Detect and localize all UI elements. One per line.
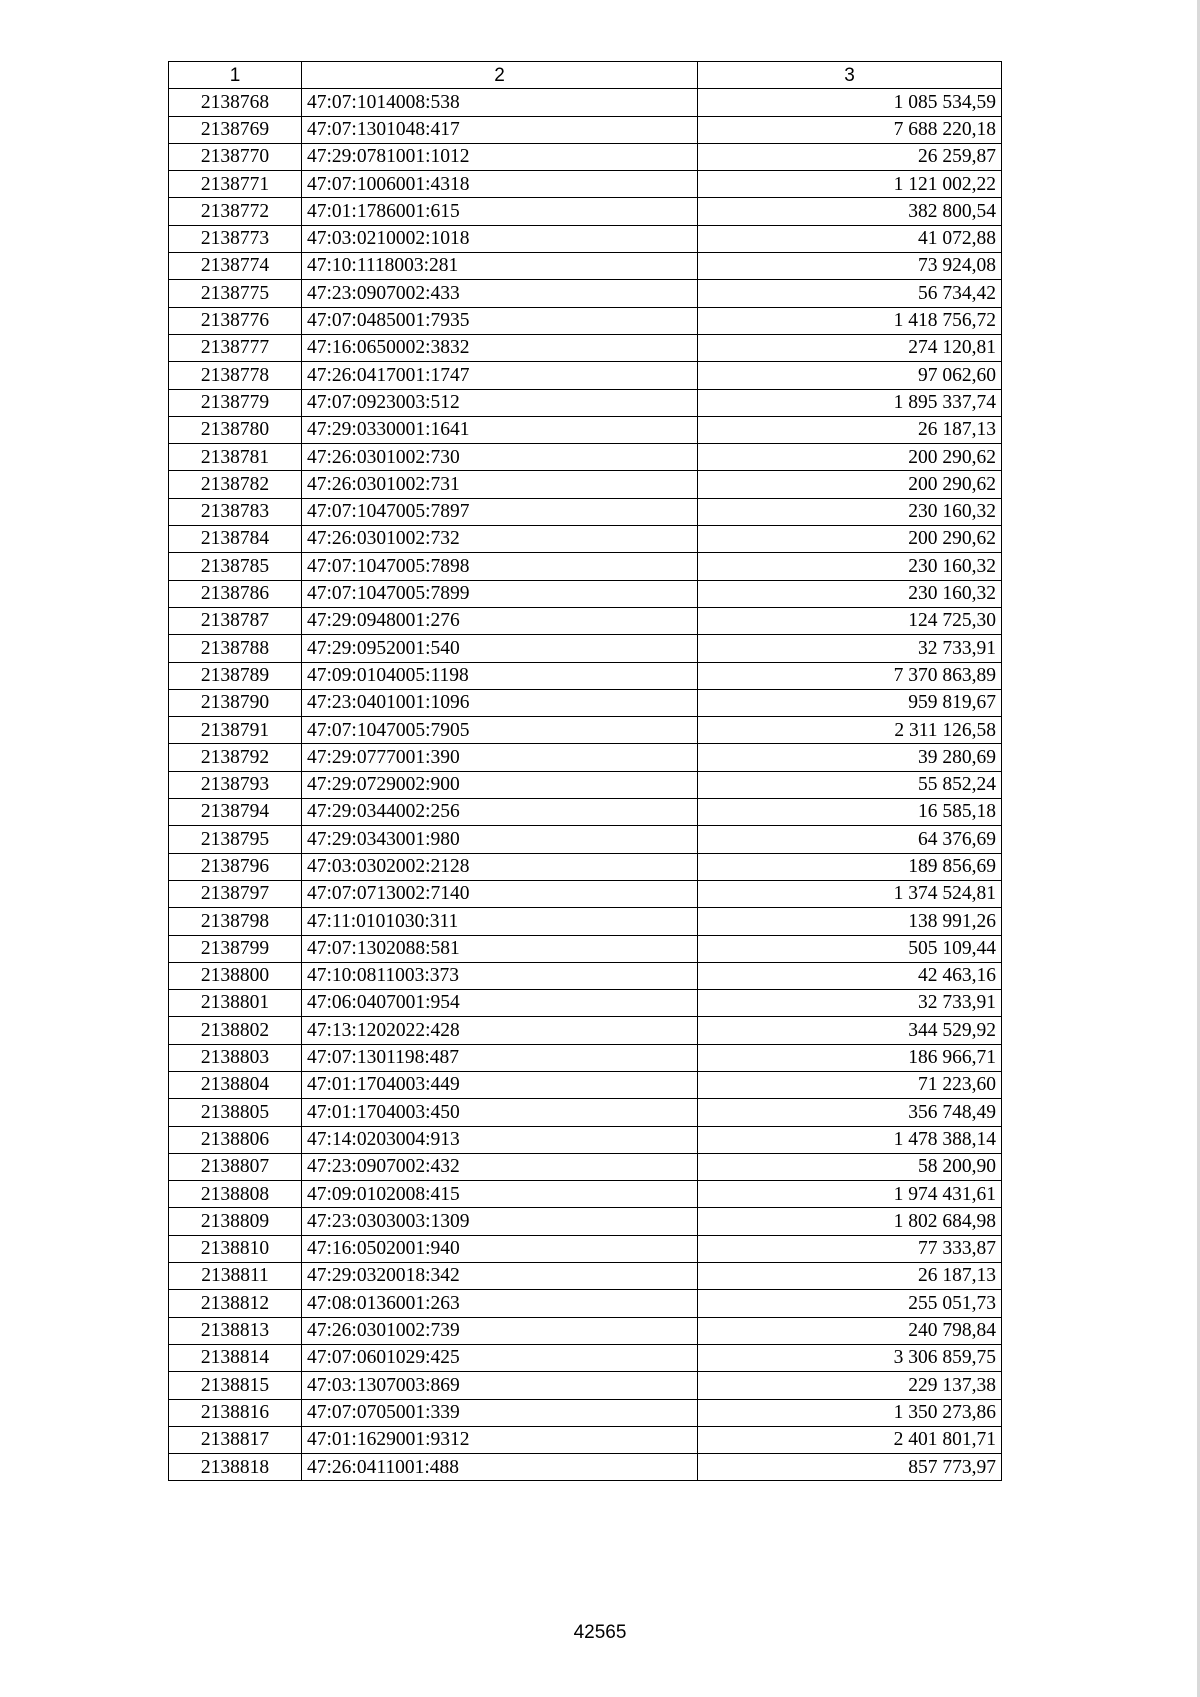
row-number-cell: 2138798 (169, 908, 302, 935)
cadastral-number-cell: 47:23:0303003:1309 (302, 1208, 698, 1235)
cadastral-value-cell: 274 120,81 (698, 334, 1002, 361)
cadastral-number-cell: 47:09:0102008:415 (302, 1181, 698, 1208)
cadastral-value-cell: 959 819,67 (698, 689, 1002, 716)
table-row (169, 1317, 1002, 1344)
row-number-cell: 2138808 (169, 1181, 302, 1208)
cadastral-value-cell: 77 333,87 (698, 1235, 1002, 1262)
cadastral-number-cell: 47:03:0210002:1018 (302, 225, 698, 252)
row-number-cell: 2138799 (169, 935, 302, 962)
cadastral-value-cell: 186 966,71 (698, 1044, 1002, 1071)
cadastral-value-cell: 356 748,49 (698, 1099, 1002, 1126)
row-number-cell: 2138784 (169, 526, 302, 553)
cadastral-number-cell: 47:26:0417001:1747 (302, 362, 698, 389)
row-number-cell: 2138791 (169, 717, 302, 744)
cadastral-number-cell: 47:07:1014008:538 (302, 89, 698, 116)
cadastral-number-cell: 47:01:1704003:450 (302, 1099, 698, 1126)
cadastral-number-cell: 47:07:1301198:487 (302, 1044, 698, 1071)
cadastral-value-cell: 26 187,13 (698, 1263, 1002, 1290)
cadastral-value-cell: 230 160,32 (698, 553, 1002, 580)
row-number-cell: 2138795 (169, 826, 302, 853)
row-number-cell: 2138814 (169, 1344, 302, 1371)
table-row (169, 1235, 1002, 1262)
cadastral-number-cell: 47:07:0705001:339 (302, 1399, 698, 1426)
row-number-cell: 2138813 (169, 1317, 302, 1344)
cadastral-number-cell: 47:07:1047005:7899 (302, 580, 698, 607)
table-row (169, 689, 1002, 716)
table-row (169, 635, 1002, 662)
row-number-cell: 2138804 (169, 1071, 302, 1098)
row-number-cell: 2138776 (169, 307, 302, 334)
cadastral-value-cell: 240 798,84 (698, 1317, 1002, 1344)
cadastral-number-cell: 47:07:0601029:425 (302, 1344, 698, 1371)
cadastral-number-cell: 47:08:0136001:263 (302, 1290, 698, 1317)
table-row (169, 853, 1002, 880)
table-row (169, 553, 1002, 580)
cadastral-number-cell: 47:26:0301002:731 (302, 471, 698, 498)
cadastral-number-cell: 47:26:0301002:730 (302, 444, 698, 471)
cadastral-number-cell: 47:07:1047005:7905 (302, 717, 698, 744)
cadastral-value-cell: 200 290,62 (698, 444, 1002, 471)
cadastral-number-cell: 47:29:0330001:1641 (302, 416, 698, 443)
table-row (169, 1426, 1002, 1453)
cadastral-number-cell: 47:14:0203004:913 (302, 1126, 698, 1153)
cadastral-number-cell: 47:06:0407001:954 (302, 990, 698, 1017)
cadastral-value-cell: 97 062,60 (698, 362, 1002, 389)
table-row (169, 744, 1002, 771)
cadastral-number-cell: 47:26:0301002:732 (302, 526, 698, 553)
table-row (169, 416, 1002, 443)
table-row (169, 444, 1002, 471)
cadastral-number-cell: 47:29:0777001:390 (302, 744, 698, 771)
row-number-cell: 2138796 (169, 853, 302, 880)
table-row (169, 116, 1002, 143)
table-row (169, 280, 1002, 307)
cadastral-value-cell: 230 160,32 (698, 580, 1002, 607)
column-header-1: 1 (169, 62, 302, 89)
cadastral-number-cell: 47:29:0952001:540 (302, 635, 698, 662)
row-number-cell: 2138792 (169, 744, 302, 771)
cadastral-value-cell: 124 725,30 (698, 607, 1002, 634)
cadastral-number-cell: 47:29:0729002:900 (302, 771, 698, 798)
table-row (169, 171, 1002, 198)
row-number-cell: 2138807 (169, 1153, 302, 1180)
table-row (169, 1399, 1002, 1426)
cadastral-value-cell: 189 856,69 (698, 853, 1002, 880)
table-row (169, 526, 1002, 553)
table-row (169, 498, 1002, 525)
row-number-cell: 2138779 (169, 389, 302, 416)
table-row (169, 253, 1002, 280)
cadastral-value-cell: 32 733,91 (698, 990, 1002, 1017)
table-row (169, 471, 1002, 498)
cadastral-value-cell: 229 137,38 (698, 1372, 1002, 1399)
row-number-cell: 2138816 (169, 1399, 302, 1426)
cadastral-number-cell: 47:10:0811003:373 (302, 962, 698, 989)
column-header-2: 2 (302, 62, 698, 89)
row-number-cell: 2138818 (169, 1454, 302, 1481)
cadastral-value-cell: 2 311 126,58 (698, 717, 1002, 744)
table-row (169, 198, 1002, 225)
row-number-cell: 2138810 (169, 1235, 302, 1262)
row-number-cell: 2138785 (169, 553, 302, 580)
cadastral-value-cell: 56 734,42 (698, 280, 1002, 307)
cadastral-number-cell: 47:11:0101030:311 (302, 908, 698, 935)
table-row (169, 962, 1002, 989)
table-row (169, 307, 1002, 334)
table-row (169, 1099, 1002, 1126)
cadastral-number-cell: 47:01:1704003:449 (302, 1071, 698, 1098)
table-row (169, 1181, 1002, 1208)
cadastral-value-cell: 55 852,24 (698, 771, 1002, 798)
row-number-cell: 2138817 (169, 1426, 302, 1453)
cadastral-number-cell: 47:26:0411001:488 (302, 1454, 698, 1481)
cadastral-value-cell: 138 991,26 (698, 908, 1002, 935)
table-row (169, 1017, 1002, 1044)
row-number-cell: 2138806 (169, 1126, 302, 1153)
cadastral-number-cell: 47:07:1006001:4318 (302, 171, 698, 198)
cadastral-value-cell: 41 072,88 (698, 225, 1002, 252)
table-row (169, 1290, 1002, 1317)
cadastral-number-cell: 47:23:0401001:1096 (302, 689, 698, 716)
cadastral-value-cell: 73 924,08 (698, 253, 1002, 280)
row-number-cell: 2138775 (169, 280, 302, 307)
cadastral-number-cell: 47:29:0320018:342 (302, 1263, 698, 1290)
cadastral-value-cell: 200 290,62 (698, 526, 1002, 553)
cadastral-value-cell: 1 895 337,74 (698, 389, 1002, 416)
row-number-cell: 2138805 (169, 1099, 302, 1126)
table-row (169, 1263, 1002, 1290)
cadastral-value-cell: 64 376,69 (698, 826, 1002, 853)
cadastral-value-cell: 1 121 002,22 (698, 171, 1002, 198)
cadastral-value-cell: 42 463,16 (698, 962, 1002, 989)
table-row (169, 1454, 1002, 1481)
table-row (169, 990, 1002, 1017)
row-number-cell: 2138790 (169, 689, 302, 716)
cadastral-number-cell: 47:16:0650002:3832 (302, 334, 698, 361)
row-number-cell: 2138788 (169, 635, 302, 662)
table-row (169, 662, 1002, 689)
cadastral-number-cell: 47:29:0781001:1012 (302, 143, 698, 170)
row-number-cell: 2138772 (169, 198, 302, 225)
table-row (169, 1044, 1002, 1071)
header-row (169, 62, 1002, 89)
column-header-3: 3 (698, 62, 1002, 89)
row-number-cell: 2138774 (169, 253, 302, 280)
cadastral-number-cell: 47:29:0948001:276 (302, 607, 698, 634)
table-row (169, 389, 1002, 416)
row-number-cell: 2138781 (169, 444, 302, 471)
cadastral-value-cell: 230 160,32 (698, 498, 1002, 525)
cadastral-value-cell: 1 974 431,61 (698, 1181, 1002, 1208)
cadastral-number-cell: 47:10:1118003:281 (302, 253, 698, 280)
cadastral-number-cell: 47:01:1629001:9312 (302, 1426, 698, 1453)
cadastral-number-cell: 47:03:0302002:2128 (302, 853, 698, 880)
row-number-cell: 2138783 (169, 498, 302, 525)
row-number-cell: 2138794 (169, 799, 302, 826)
cadastral-number-cell: 47:09:0104005:1198 (302, 662, 698, 689)
cadastral-number-cell: 47:03:1307003:869 (302, 1372, 698, 1399)
table-row (169, 935, 1002, 962)
row-number-cell: 2138782 (169, 471, 302, 498)
cadastral-value-cell: 344 529,92 (698, 1017, 1002, 1044)
table-row (169, 89, 1002, 116)
table-row (169, 826, 1002, 853)
table-row (169, 225, 1002, 252)
table-row (169, 908, 1002, 935)
table-row (169, 717, 1002, 744)
table-row (169, 607, 1002, 634)
row-number-cell: 2138800 (169, 962, 302, 989)
cadastral-value-cell: 3 306 859,75 (698, 1344, 1002, 1371)
cadastral-number-cell: 47:01:1786001:615 (302, 198, 698, 225)
cadastral-number-cell: 47:07:0485001:7935 (302, 307, 698, 334)
row-number-cell: 2138812 (169, 1290, 302, 1317)
cadastral-number-cell: 47:07:0923003:512 (302, 389, 698, 416)
row-number-cell: 2138769 (169, 116, 302, 143)
row-number-cell: 2138786 (169, 580, 302, 607)
cadastral-value-cell: 255 051,73 (698, 1290, 1002, 1317)
cadastral-value-cell: 382 800,54 (698, 198, 1002, 225)
cadastral-value-cell: 200 290,62 (698, 471, 1002, 498)
row-number-cell: 2138802 (169, 1017, 302, 1044)
cadastral-value-cell: 1 802 684,98 (698, 1208, 1002, 1235)
cadastral-number-cell: 47:29:0343001:980 (302, 826, 698, 853)
cadastral-value-cell: 505 109,44 (698, 935, 1002, 962)
table-row (169, 334, 1002, 361)
cadastral-value-cell: 1 085 534,59 (698, 89, 1002, 116)
row-number-cell: 2138815 (169, 1372, 302, 1399)
row-number-cell: 2138771 (169, 171, 302, 198)
table-row (169, 1208, 1002, 1235)
cadastral-number-cell: 47:13:1202022:428 (302, 1017, 698, 1044)
table-row (169, 1153, 1002, 1180)
cadastral-value-cell: 2 401 801,71 (698, 1426, 1002, 1453)
cadastral-value-cell: 7 370 863,89 (698, 662, 1002, 689)
table-row (169, 880, 1002, 907)
row-number-cell: 2138780 (169, 416, 302, 443)
table-row (169, 143, 1002, 170)
cadastral-value-cell: 26 259,87 (698, 143, 1002, 170)
cadastral-value-cell: 1 418 756,72 (698, 307, 1002, 334)
row-number-cell: 2138768 (169, 89, 302, 116)
cadastral-value-table (168, 61, 1002, 1481)
cadastral-number-cell: 47:16:0502001:940 (302, 1235, 698, 1262)
cadastral-value-cell: 1 374 524,81 (698, 880, 1002, 907)
cadastral-value-cell: 1 478 388,14 (698, 1126, 1002, 1153)
table-header (169, 62, 1002, 89)
cadastral-value-cell: 1 350 273,86 (698, 1399, 1002, 1426)
page-number: 42565 (573, 1622, 627, 1643)
cadastral-value-cell: 71 223,60 (698, 1071, 1002, 1098)
row-number-cell: 2138770 (169, 143, 302, 170)
row-number-cell: 2138801 (169, 990, 302, 1017)
cadastral-number-cell: 47:07:0713002:7140 (302, 880, 698, 907)
table-row (169, 771, 1002, 798)
cadastral-value-cell: 16 585,18 (698, 799, 1002, 826)
cadastral-value-cell: 7 688 220,18 (698, 116, 1002, 143)
table-row (169, 1372, 1002, 1399)
cadastral-number-cell: 47:07:1047005:7898 (302, 553, 698, 580)
cadastral-number-cell: 47:26:0301002:739 (302, 1317, 698, 1344)
cadastral-value-cell: 39 280,69 (698, 744, 1002, 771)
cadastral-number-cell: 47:23:0907002:433 (302, 280, 698, 307)
table-body (169, 89, 1002, 1481)
table-row (169, 362, 1002, 389)
table-row (169, 1071, 1002, 1098)
cadastral-value-cell: 857 773,97 (698, 1454, 1002, 1481)
row-number-cell: 2138789 (169, 662, 302, 689)
row-number-cell: 2138809 (169, 1208, 302, 1235)
cadastral-value-cell: 26 187,13 (698, 416, 1002, 443)
row-number-cell: 2138777 (169, 334, 302, 361)
table-row (169, 580, 1002, 607)
cadastral-number-cell: 47:29:0344002:256 (302, 799, 698, 826)
row-number-cell: 2138797 (169, 880, 302, 907)
row-number-cell: 2138787 (169, 607, 302, 634)
cadastral-number-cell: 47:07:1301048:417 (302, 116, 698, 143)
cadastral-value-cell: 58 200,90 (698, 1153, 1002, 1180)
table-row (169, 1126, 1002, 1153)
row-number-cell: 2138793 (169, 771, 302, 798)
table-row (169, 799, 1002, 826)
cadastral-value-cell: 32 733,91 (698, 635, 1002, 662)
cadastral-number-cell: 47:07:1302088:581 (302, 935, 698, 962)
row-number-cell: 2138811 (169, 1263, 302, 1290)
row-number-cell: 2138778 (169, 362, 302, 389)
cadastral-number-cell: 47:23:0907002:432 (302, 1153, 698, 1180)
cadastral-number-cell: 47:07:1047005:7897 (302, 498, 698, 525)
table-row (169, 1344, 1002, 1371)
row-number-cell: 2138773 (169, 225, 302, 252)
row-number-cell: 2138803 (169, 1044, 302, 1071)
